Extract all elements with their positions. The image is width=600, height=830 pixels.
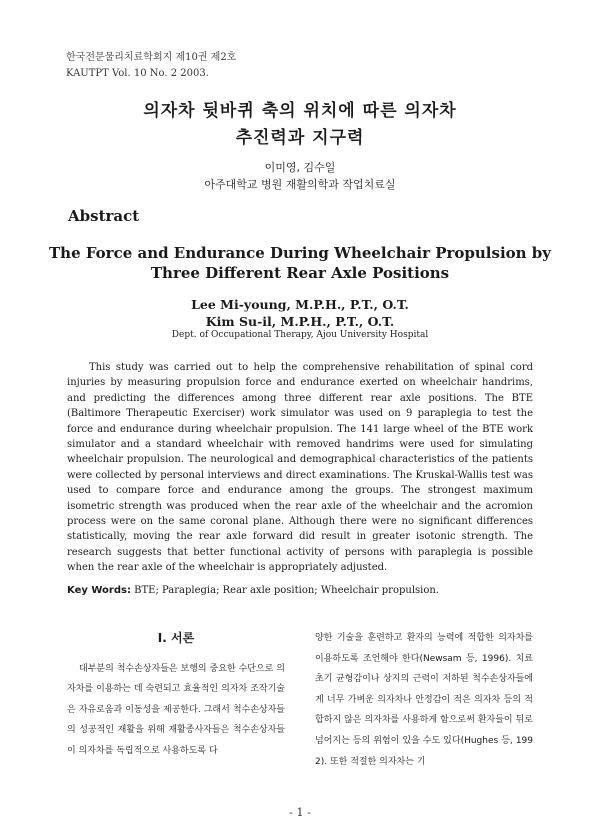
keywords-text: BTE; Paraplegia; Rear axle position; Wheelchair propulsion.: [134, 585, 439, 596]
english-author-1: Lee Mi-young, M.P.H., P.T., O.T.: [191, 297, 409, 312]
english-title-line1: The Force and Endurance During Wheelchair Propulsion by: [49, 244, 551, 262]
page-number: - 1 -: [289, 806, 311, 819]
korean-affiliation: 아주대학교 병원 재활의학과 작업치료실: [204, 178, 396, 191]
keywords: [67, 583, 533, 598]
english-authors: [0, 296, 600, 330]
english-author-2: Kim Su-il, M.P.H., P.T., O.T.: [205, 314, 395, 329]
body-paragraph-left: 대부분의 척수손상자들은 보행의 중요한 수단으로 의자차를 이용하는 데 숙련되고 효율적인 의자차 조작기술은 자유로움과 이동성을 제공한다. 그래서 척수손상자들의 성공적인 재활을 위해 재활종사자들은 척수손상자들이 의자차를 독립적으로 사용하도록 다: [67, 663, 285, 756]
abstract-heading: Abstract: [68, 207, 140, 225]
body-column-left: [67, 628, 285, 762]
korean-authors: [0, 159, 600, 193]
journal-english-info: KAUTPT Vol. 10 No. 2 2003.: [66, 68, 209, 79]
korean-title-line1: 의자차 뒷바퀴 축의 위치에 따른 의자차: [143, 101, 457, 121]
korean-title: [0, 98, 600, 152]
journal-korean-name: 한국전문물리치료학회지 제10권 제2호: [66, 52, 237, 63]
english-title-line2: Three Different Rear Axle Positions: [150, 264, 450, 282]
korean-author-names: 이미영, 김수일: [264, 161, 336, 174]
abstract-text: This study was carried out to help the comprehensive rehabilitation of spinal cord injuries by measuring propulsion force and endurance exerted on wheelchair handrims, and predicting the differences among three different rear axle positions. The BTE (Baltimore Therapeutic Exerciser) work simulator was used on 9 paraplegia to test the force and endurance during wheelchair propulsion. The 141 large wheel of the BTE work simulator and a standard wheelchair with removed handrims were used for simulating wheelchair propulsion. The neurological and demographical characteristics of the patients were collected by personal interviews and direct examinations. The Kruskal-Wallis test was used to compare force and endurance among the groups. The strongest maximum isometric strength was produced when the rear axle of the wheelchair and the acromion process were on the same coronal plane. Although there were no significant differences statistically, moving the rear axle forward did result in greater isotonic strength. The research suggests that better functional activity of persons with paraplegia is possible when the rear axle of the wheelchair is appropriately adjusted.: [67, 362, 533, 574]
journal-header: [66, 50, 236, 82]
english-title: [0, 243, 600, 283]
english-affiliation: Dept. of Occupational Therapy, Ajou University Hospital: [171, 330, 429, 340]
keywords-label: Key Words:: [67, 585, 131, 596]
korean-title-line2: 추진력과 지구력: [235, 128, 365, 148]
body-column-right: [315, 628, 533, 772]
body-paragraph-right: 양한 기술을 훈련하고 환자의 능력에 적합한 의자차를 이용하도록 조언해야 한다(Newsam 등, 1996). 치료 초기 균형감이나 상지의 근력이 저하된 척수손상자들에게 너무 가벼운 의자차나 안정감이 적은 의자차 등의 적합하지 않은 의자차를 사용하게 함으로써 환자들이 뒤로 넘어지는 등의 위험이 있을 수도 있다(Hughes 등, 1992). 또한 적절한 의자차는 기: [315, 633, 533, 767]
section-heading: I. 서론: [157, 631, 195, 645]
